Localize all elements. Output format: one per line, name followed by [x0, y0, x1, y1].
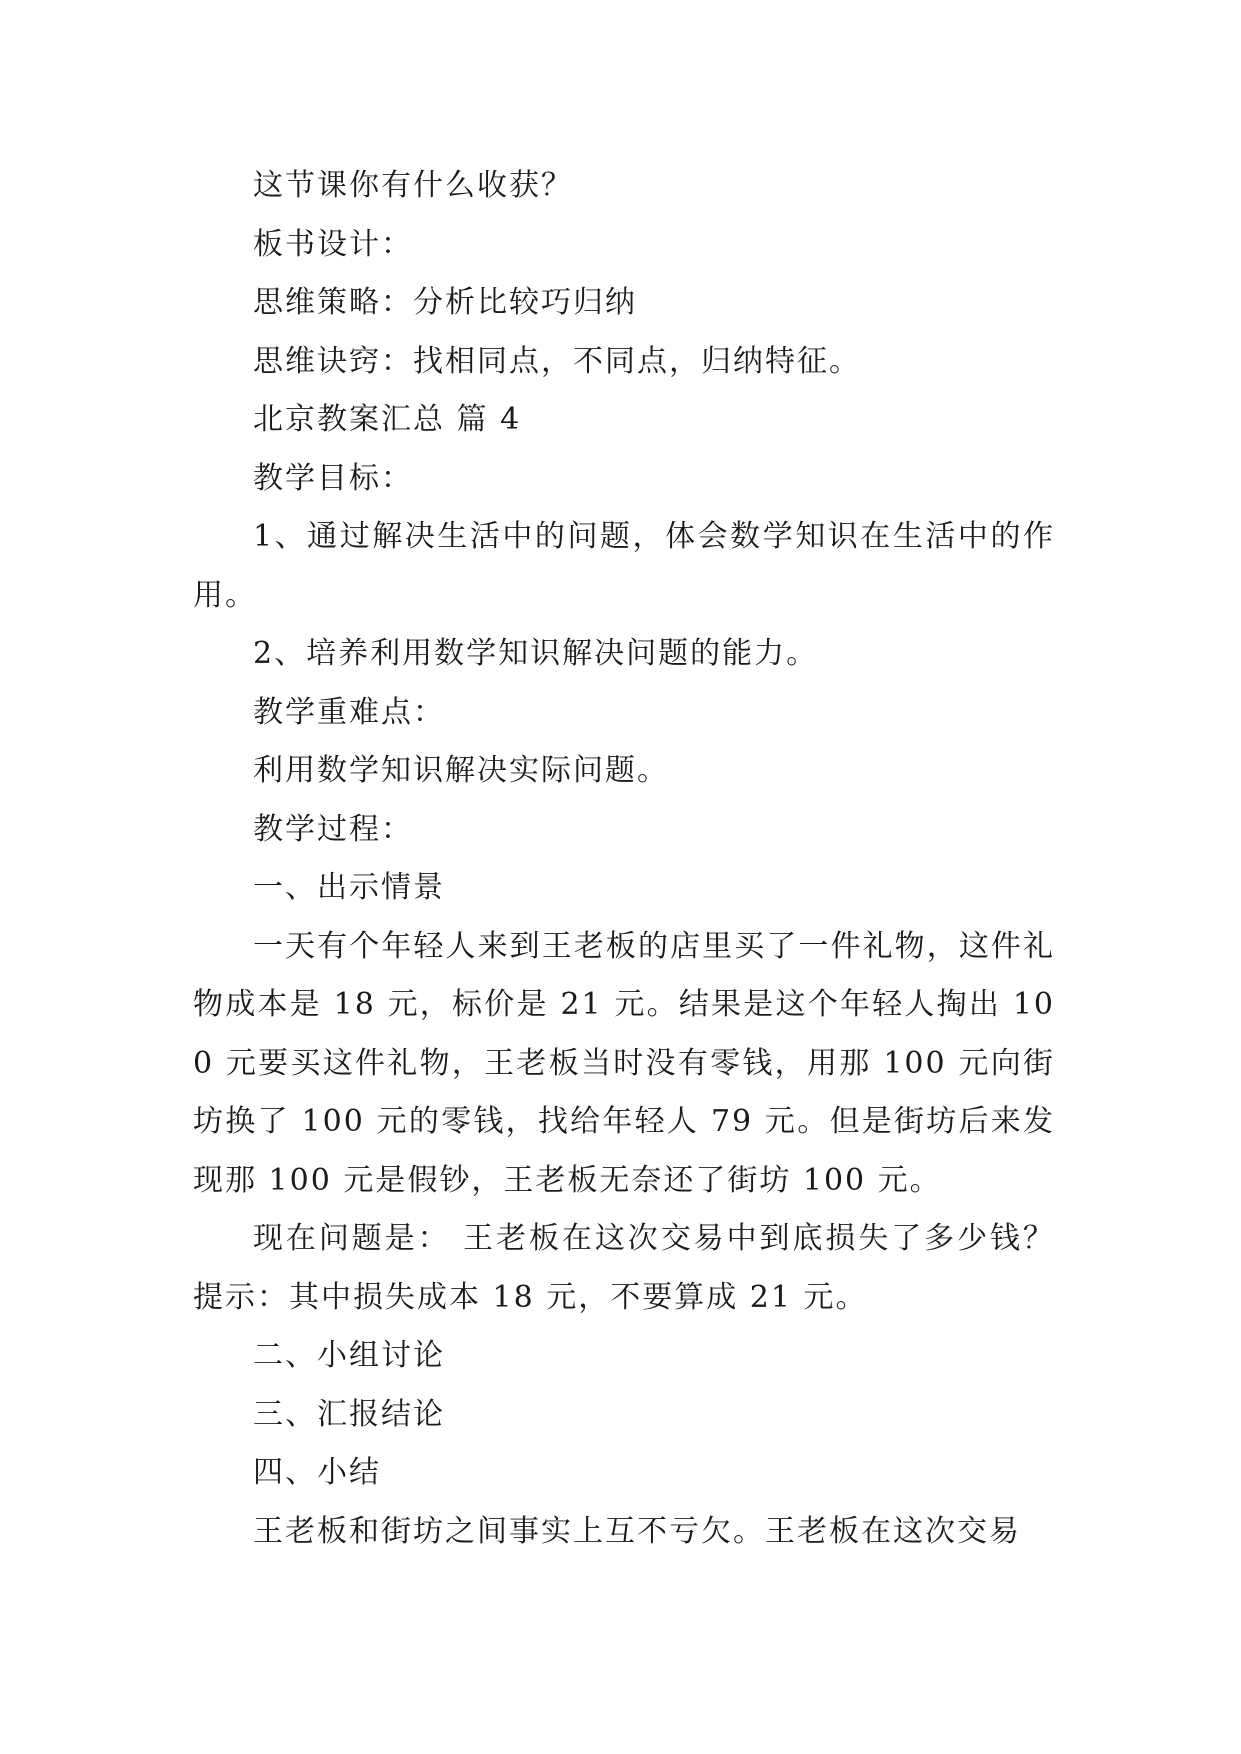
paragraph-board-design: 板书设计：	[253, 226, 413, 262]
paragraph-question: 现在问题是： 王老板在这次交易中到底损失了多少钱？提示：其中损失成本 18 元，不要算成 21 元。	[193, 1221, 1055, 1315]
paragraph-goal-1: 1、通过解决生活中的问题，体会数学知识在生活中的作用。	[193, 519, 1055, 613]
paragraph-step-1: 一、出示情景	[253, 870, 445, 905]
paragraph-key-points: 利用数学知识解决实际问题。	[253, 753, 669, 788]
paragraph-goal-2: 2、培养利用数学知识解决问题的能力。	[253, 636, 819, 671]
paragraph-key-points-label: 教学重难点：	[253, 694, 445, 730]
paragraph-step-4: 四、小结	[253, 1455, 381, 1490]
paragraph-reflection-question: 这节课你有什么收获？	[253, 168, 573, 203]
paragraph-teaching-goals-label: 教学目标：	[253, 460, 413, 496]
paragraph-step-2: 二、小组讨论	[253, 1338, 445, 1373]
paragraph-thinking-tip: 思维诀窍：找相同点，不同点，归纳特征。	[253, 343, 861, 379]
paragraph-step-3: 三、汇报结论	[253, 1396, 445, 1432]
paragraph-summary: 王老板和街坊之间事实上互不亏欠。王老板在这次交易	[253, 1513, 1021, 1549]
paragraph-thinking-strategy: 思维策略：分析比较巧归纳	[253, 285, 637, 320]
paragraph-scenario: 一天有个年轻人来到王老板的店里买了一件礼物，这件礼物成本是 18 元，标价是 21 元。结果是这个年轻人掏出 100 元要买这件礼物，王老板当时没有零钱，用那 100 元向街坊换了 100 元的零钱，找给年轻人 79 元。但是街坊后来发现那 100 元是假钞，王老板无奈还了街坊 100 元。	[193, 928, 1055, 1198]
section-heading-part-4: 北京教案汇总 篇 4	[253, 402, 522, 437]
document-body	[193, 157, 1055, 1561]
paragraph-process-label: 教学过程：	[253, 811, 413, 847]
